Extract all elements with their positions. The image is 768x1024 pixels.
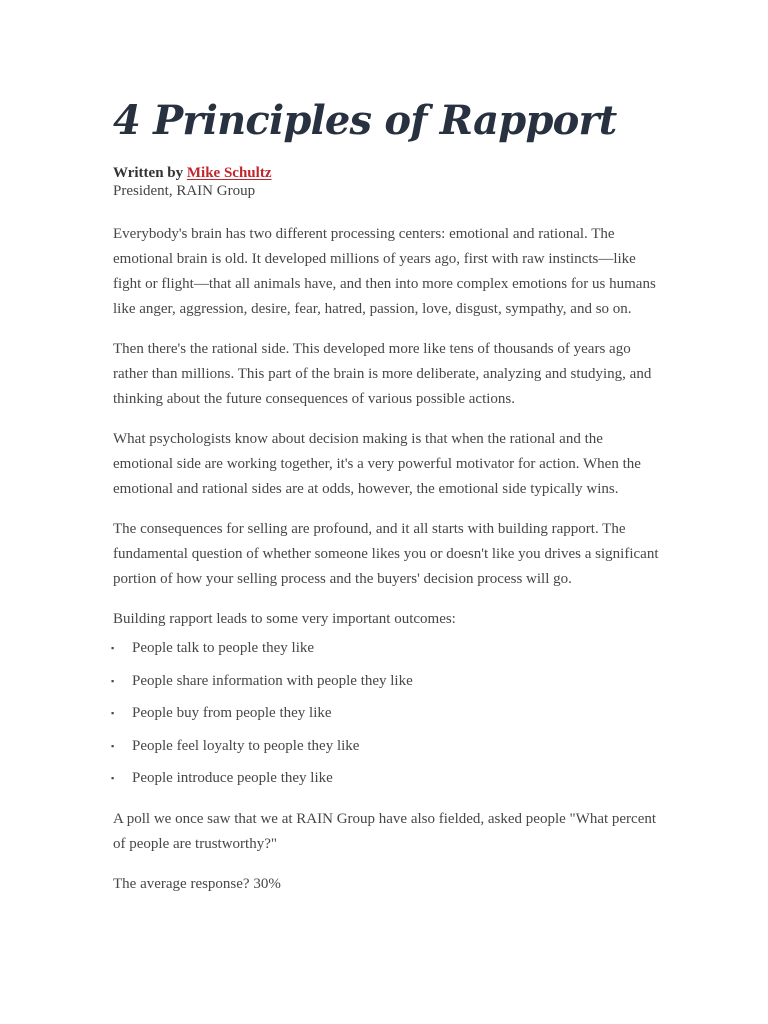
list-item-text: People buy from people they like <box>132 705 332 721</box>
paragraph: A poll we once saw that we at RAIN Group have also fielded, asked people "What percent of people are trustworthy?" <box>113 810 657 852</box>
bullet-intro-paragraph: Building rapport leads to some very important outcomes: <box>113 611 456 627</box>
byline-prefix: Written by <box>113 165 187 181</box>
paragraph: What psychologists know about decision making is that when the rational and the emotional side are working together, it's a very powerful motivator for action. When the emotional and rational sides are at odds, however, the emotional side typically wins. <box>113 431 641 497</box>
bullet-icon: ▪ <box>111 773 115 783</box>
list-item <box>113 762 661 795</box>
article-title: 4 Principles of Rapport <box>113 97 617 144</box>
paragraph: Then there's the rational side. This developed more like tens of thousands of years ago rather than millions. This part of the brain is more deliberate, analyzing and studying, and thinking about the future consequences of various possible actions. <box>113 341 652 407</box>
list-item-text: People feel loyalty to people they like <box>132 737 360 754</box>
byline <box>113 164 661 182</box>
list-item <box>113 665 661 698</box>
list-item-text: People share information with people they like <box>132 672 413 689</box>
author-role: President, RAIN Group <box>113 183 256 199</box>
list-item <box>113 632 661 665</box>
paragraph: The average response? 30% <box>113 875 281 892</box>
list-item <box>113 697 661 730</box>
list-item-text: People introduce people they like <box>132 770 333 786</box>
paragraph: Everybody's brain has two different processing centers: emotional and rational. The emotional brain is old. It developed millions of years ago, first with raw instincts—like fight or flight—that all animals have, and then into more complex emotions for us humans like anger, aggression, desire, fear, hatred, passion, love, disgust, sympathy, and so on. <box>113 226 656 317</box>
list-item <box>113 730 661 763</box>
list-item-text: People talk to people they like <box>132 640 315 656</box>
outcomes-list <box>113 632 661 795</box>
author-link[interactable]: Mike Schultz <box>186 165 272 181</box>
bullet-icon: ▪ <box>111 675 115 686</box>
paragraph: The consequences for selling are profound, and it all starts with building rapport. The fundamental question of whether someone likes you or doesn't like you drives a significant portion of how your selling process and the buyers' decision process will go. <box>113 521 659 587</box>
bullet-icon: ▪ <box>111 643 115 653</box>
bullet-icon: ▪ <box>111 740 115 751</box>
bullet-icon: ▪ <box>111 708 115 718</box>
article-body <box>113 95 661 897</box>
